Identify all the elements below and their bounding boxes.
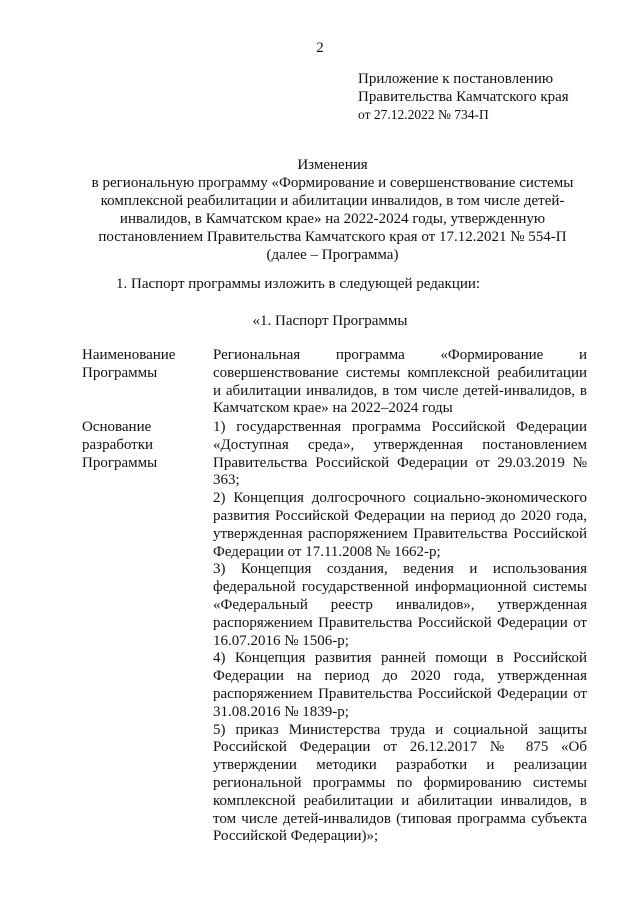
title-line-3: инвалидов, в Камчатском крае» на 2022-2024 годы, утвержденную (119, 211, 546, 227)
row-content-basis (213, 419, 587, 846)
basis-item-2: 2) Концепция долгосрочного социально-экономического развития Российской Федерации на период до 2020 года, утвержденная распоряжением Правительства Российской Федерации от 17.11.2008 № 1662-р; (213, 490, 587, 560)
page-number: 2 (316, 40, 324, 56)
basis-item-4: 4) Концепция развития ранней помощи в Российской Федерации на период до 2020 года, утвержденная распоряжением Правительства Российской Федерации от 31.08.2016 № 1839-р; (213, 650, 587, 720)
title-heading: Изменения (297, 157, 368, 173)
title-line-4: постановлением Правительства Камчатского края от 17.12.2021 № 554-П (98, 229, 567, 245)
basis-item-1: 1) государственная программа Российской Федерации «Доступная среда», утвержденная постановлением Правительства Российской Федерации от 29.03.2019 № 363; (213, 419, 587, 489)
title-line-1: в региональную программу «Формирование и совершенствование системы (91, 175, 574, 191)
appendix-line-3: от 27.12.2022 № 734-П (358, 107, 489, 122)
appendix-block (358, 70, 618, 124)
appendix-line-2: Правительства Камчатского края (358, 89, 569, 105)
table-row-basis (82, 419, 587, 846)
document-title (80, 156, 585, 264)
appendix-line-1: Приложение к постановлению (358, 71, 554, 87)
title-line-5: (далее – Программа) (266, 247, 399, 263)
passport-heading: «1. Паспорт Программы (252, 313, 408, 329)
row-label-basis: Основание разработки Программы (82, 419, 158, 471)
row-label-name: Наименование Программы (82, 347, 176, 381)
basis-item-5: 5) приказ Министерства труда и социальной защиты Российской Федерации от 26.12.2017 № 875 «Об утверждении методики разработки и реализации региональной программы по формированию системы комплексной реабилитации и абилитации инвалидов, в том числе детей-инвалидов (типовая программа субъекта Российской Федерации)»; (213, 721, 587, 845)
title-line-2: комплексной реабилитации и абилитации инвалидов, в том числе детей- (100, 193, 565, 209)
basis-item-3: 3) Концепция создания, ведения и использования федеральной государственной информационной системы «Федеральный реестр инвалидов», утвержденная распоряжением Правительства Российской Федерации от 16.07.2016 № 1506-р; (213, 561, 587, 649)
row-content-name: Региональная программа «Формирование и совершенствование системы комплексной реабилитации и абилитации инвалидов, в том числе детей-инвалидов, в Камчатском крае» на 2022–2024 годы (213, 347, 587, 417)
paragraph-1: 1. Паспорт программы изложить в следующей редакции: (116, 276, 481, 292)
table-row-name (82, 347, 587, 418)
